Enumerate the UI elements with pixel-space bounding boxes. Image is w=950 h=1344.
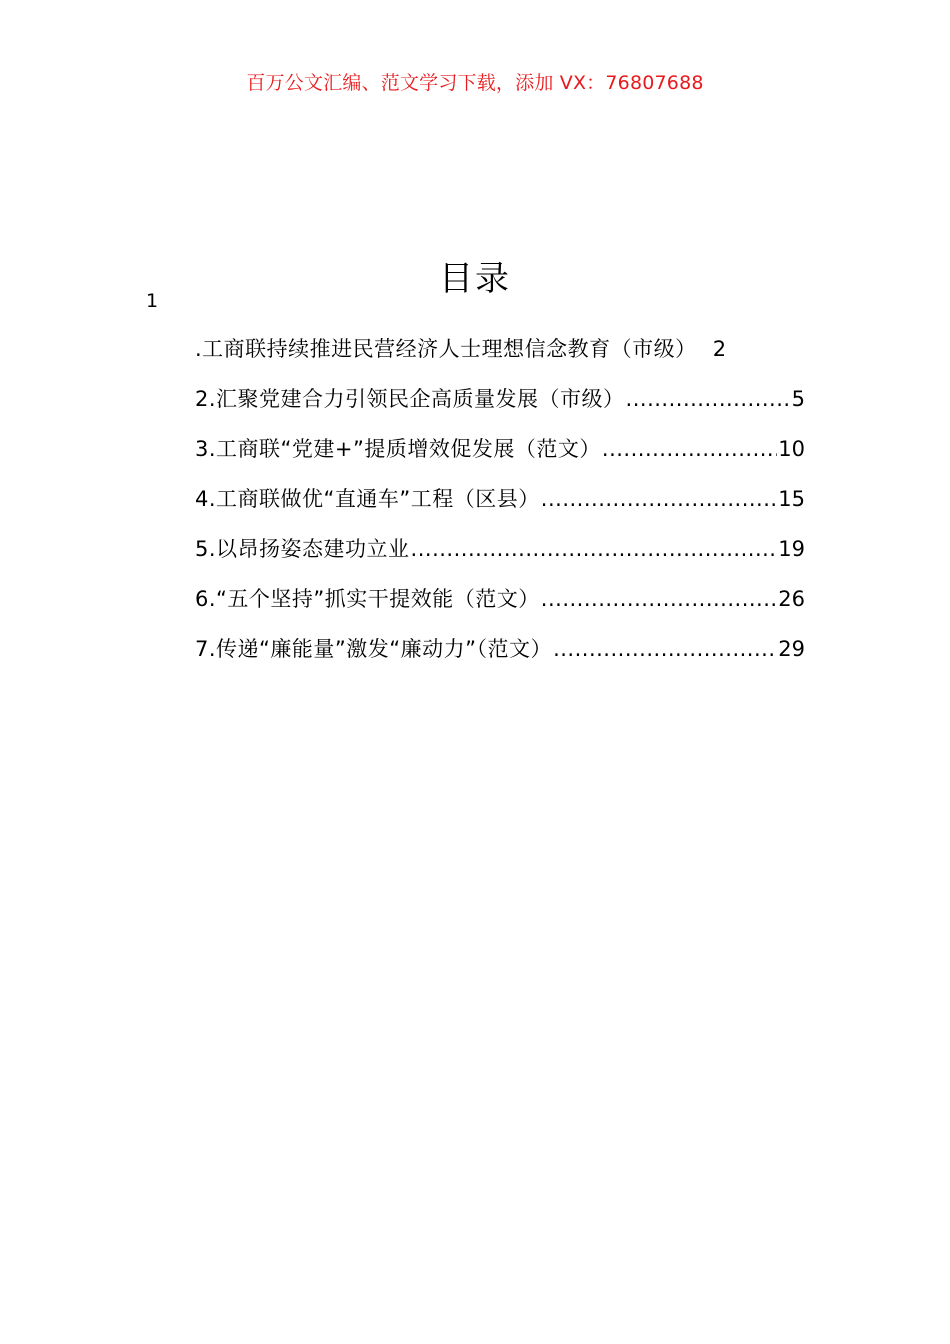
toc-entry-label: 2.汇聚党建合力引领民企高质量发展（市级） bbox=[195, 387, 625, 411]
toc-leader-dots bbox=[553, 637, 777, 661]
header-note: 百万公文汇编、范文学习下载，添加 VX：76807688 bbox=[246, 72, 704, 94]
toc-leader-dots bbox=[602, 437, 777, 461]
toc-entry-page: 19 bbox=[778, 537, 805, 561]
toc-number-marker: 1 bbox=[146, 290, 159, 312]
toc-entry-4[interactable] bbox=[195, 483, 805, 533]
toc-entry-label: 5.以昂扬姿态建功立业 bbox=[195, 537, 410, 561]
toc-entry-label: 3.工商联“党建+”提质增效促发展（范文） bbox=[195, 437, 601, 461]
toc-leader-dots bbox=[626, 387, 791, 411]
toc-entry-6[interactable] bbox=[195, 583, 805, 633]
toc-list bbox=[195, 333, 805, 683]
toc-entry-label: 7.传递“廉能量”激发“廉动力”（范文） bbox=[195, 637, 553, 661]
toc-leader-dots bbox=[411, 537, 778, 561]
toc-entry-page: 29 bbox=[778, 637, 805, 661]
toc-entry-page: 26 bbox=[778, 587, 805, 611]
toc-entry-label: .工商联持续推进民营经济人士理想信念教育（市级） bbox=[195, 337, 697, 361]
toc-entry-3[interactable] bbox=[195, 433, 805, 483]
toc-entry-label: 6.“五个坚持”抓实干提效能（范文） bbox=[195, 587, 540, 611]
toc-leader-dots bbox=[541, 587, 777, 611]
toc-entry-7[interactable] bbox=[195, 633, 805, 683]
toc-title: 目录 bbox=[439, 258, 511, 299]
toc-leader-dots bbox=[541, 487, 777, 511]
toc-entry-page: 15 bbox=[778, 487, 805, 511]
toc-entry-label: 4.工商联做优“直通车”工程（区县） bbox=[195, 487, 540, 511]
toc-entry-page: 5 bbox=[791, 387, 805, 411]
toc-entry-page: 10 bbox=[778, 437, 805, 461]
toc-entry-1[interactable] bbox=[195, 333, 805, 383]
toc-entry-5[interactable] bbox=[195, 533, 805, 583]
toc-entry-2[interactable] bbox=[195, 383, 805, 433]
toc-entry-page: 2 bbox=[712, 337, 727, 361]
